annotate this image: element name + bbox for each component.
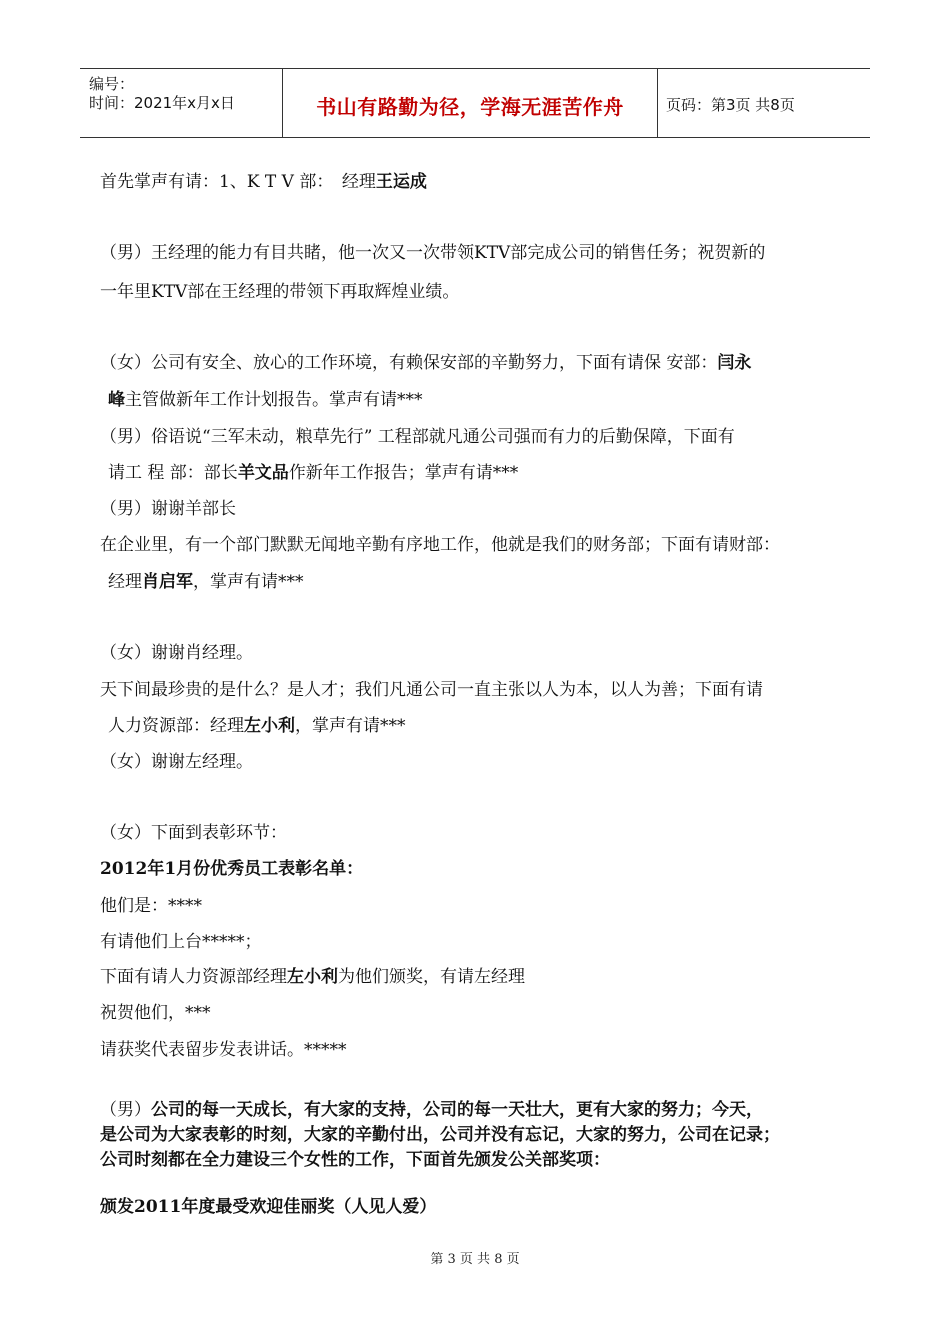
- text: 首先掌声有请：1、K T V 部： 经理: [100, 172, 376, 192]
- line-security: [100, 352, 751, 374]
- line: [100, 966, 525, 988]
- line: （女）谢谢肖经理。: [100, 643, 253, 663]
- date-text: 时间：2021年x月x日: [89, 94, 235, 112]
- line: 请获奖代表留步发表讲话。*****: [100, 1040, 347, 1060]
- text: ，掌声有请***: [193, 572, 304, 592]
- line: 一年里KTV部在王经理的带领下再取辉煌业绩。: [100, 282, 460, 302]
- line: 有请他们上台*****；: [100, 932, 262, 952]
- line-ktv: [100, 171, 427, 193]
- line: 祝贺他们，***: [100, 1003, 211, 1023]
- text: 作新年工作报告；掌声有请***: [288, 463, 519, 483]
- name-highlight: 峰: [108, 390, 125, 410]
- line: [100, 1099, 763, 1121]
- line: 他们是：****: [100, 896, 202, 916]
- text: 请工 程 部：部长: [108, 463, 238, 483]
- text: 人力资源部：经理: [108, 716, 244, 736]
- line: 在企业里，有一个部门默默无闻地辛勤有序地工作，他就是我们的财务部；下面有请财部：: [100, 535, 780, 555]
- name-highlight: 肖启军: [142, 572, 193, 592]
- line: 天下间最珍贵的是什么？是人才；我们凡通公司一直主张以人为本，以人为善；下面有请: [100, 680, 763, 700]
- bold-text: 公司的每一天成长，有大家的支持，公司的每一天壮大，更有大家的努力；今天，: [151, 1100, 763, 1120]
- line: （女）谢谢左经理。: [100, 752, 253, 772]
- page-code: 页码：第3页 共8页: [666, 96, 795, 114]
- section-heading: 颁发2011年度最受欢迎佳丽奖（人见人爱）: [100, 1197, 437, 1217]
- text: 下面有请人力资源部经理: [100, 967, 287, 987]
- line: [108, 715, 406, 737]
- page-footer: 第 3 页 共 8 页: [430, 1252, 520, 1267]
- line: [108, 462, 518, 484]
- line: （男）俗语说“三军未动，粮草先行” 工程部就凡通公司强而有力的后勤保障，下面有: [100, 427, 735, 447]
- name-highlight: 王运成: [375, 172, 427, 192]
- header-table: [80, 68, 870, 138]
- name-highlight: 羊文品: [237, 463, 289, 483]
- text: 主管做新年工作计划报告。掌声有请***: [125, 390, 423, 410]
- line: 是公司为大家表彰的时刻，大家的辛勤付出，公司并没有忘记，大家的努力，公司在记录；: [100, 1125, 780, 1145]
- text: 为他们颁奖，有请左经理: [338, 967, 525, 987]
- text: （男）: [100, 1100, 151, 1120]
- line: （男）王经理的能力有目共睹，他一次又一次带领KTV部完成公司的销售任务；祝贺新的: [100, 243, 766, 263]
- line: [108, 571, 304, 593]
- header-center-cell: [283, 69, 658, 137]
- section-heading: 2012年1月份优秀员工表彰名单：: [100, 859, 364, 879]
- line: 公司时刻都在全力建设三个女性的工作，下面首先颁发公关部奖项：: [100, 1150, 610, 1170]
- text: （女）公司有安全、放心的工作环境，有赖保安部的辛勤努力，下面有请保 安部：: [100, 353, 718, 373]
- name-highlight: 闫永: [717, 353, 752, 373]
- line: [108, 389, 423, 411]
- text: 经理: [108, 572, 142, 592]
- name-highlight: 左小利: [287, 967, 338, 987]
- serial-label: 编号：: [89, 75, 135, 93]
- header-motto: 书山有路勤为径，学海无涯苦作舟: [316, 95, 624, 119]
- text: ，掌声有请***: [295, 716, 406, 736]
- line: （男）谢谢羊部长: [100, 499, 236, 519]
- line: （女）下面到表彰环节：: [100, 823, 287, 843]
- header-left-cell: [80, 69, 283, 137]
- header-right-cell: [658, 69, 870, 137]
- name-highlight: 左小利: [244, 716, 295, 736]
